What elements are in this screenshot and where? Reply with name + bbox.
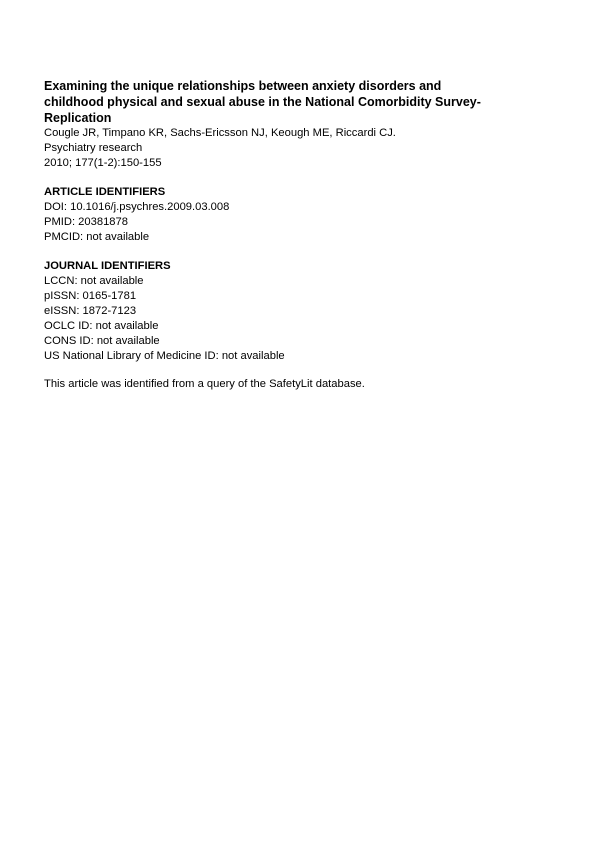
journal-identifiers-heading: JOURNAL IDENTIFIERS	[44, 260, 171, 272]
cons-value: CONS ID: not available	[44, 335, 160, 347]
pmid-value: PMID: 20381878	[44, 216, 128, 228]
oclc-value: OCLC ID: not available	[44, 320, 159, 332]
article-title	[44, 78, 554, 126]
pissn-value: pISSN: 0165-1781	[44, 290, 137, 302]
article-citation: 2010; 177(1-2):150-155	[44, 157, 162, 169]
article-identifiers-heading: ARTICLE IDENTIFIERS	[44, 186, 166, 198]
article-title-line: Examining the unique relationships between anxiety disorders and	[44, 79, 442, 93]
lccn-value: LCCN: not available	[44, 275, 144, 287]
article-title-line: Replication	[44, 111, 112, 125]
article-title-line: childhood physical and sexual abuse in the National Comorbidity Survey-	[44, 95, 481, 109]
footer-note: This article was identified from a query of the SafetyLit database.	[44, 378, 365, 390]
article-authors: Cougle JR, Timpano KR, Sachs-Ericsson NJ, Keough ME, Riccardi CJ.	[44, 127, 396, 139]
pmcid-value: PMCID: not available	[44, 231, 150, 243]
document-page	[44, 78, 554, 392]
article-journal: Psychiatry research	[44, 142, 143, 154]
doi-value: DOI: 10.1016/j.psychres.2009.03.008	[44, 201, 230, 213]
nlm-value: US National Library of Medicine ID: not available	[44, 350, 285, 362]
eissn-value: eISSN: 1872-7123	[44, 305, 137, 317]
